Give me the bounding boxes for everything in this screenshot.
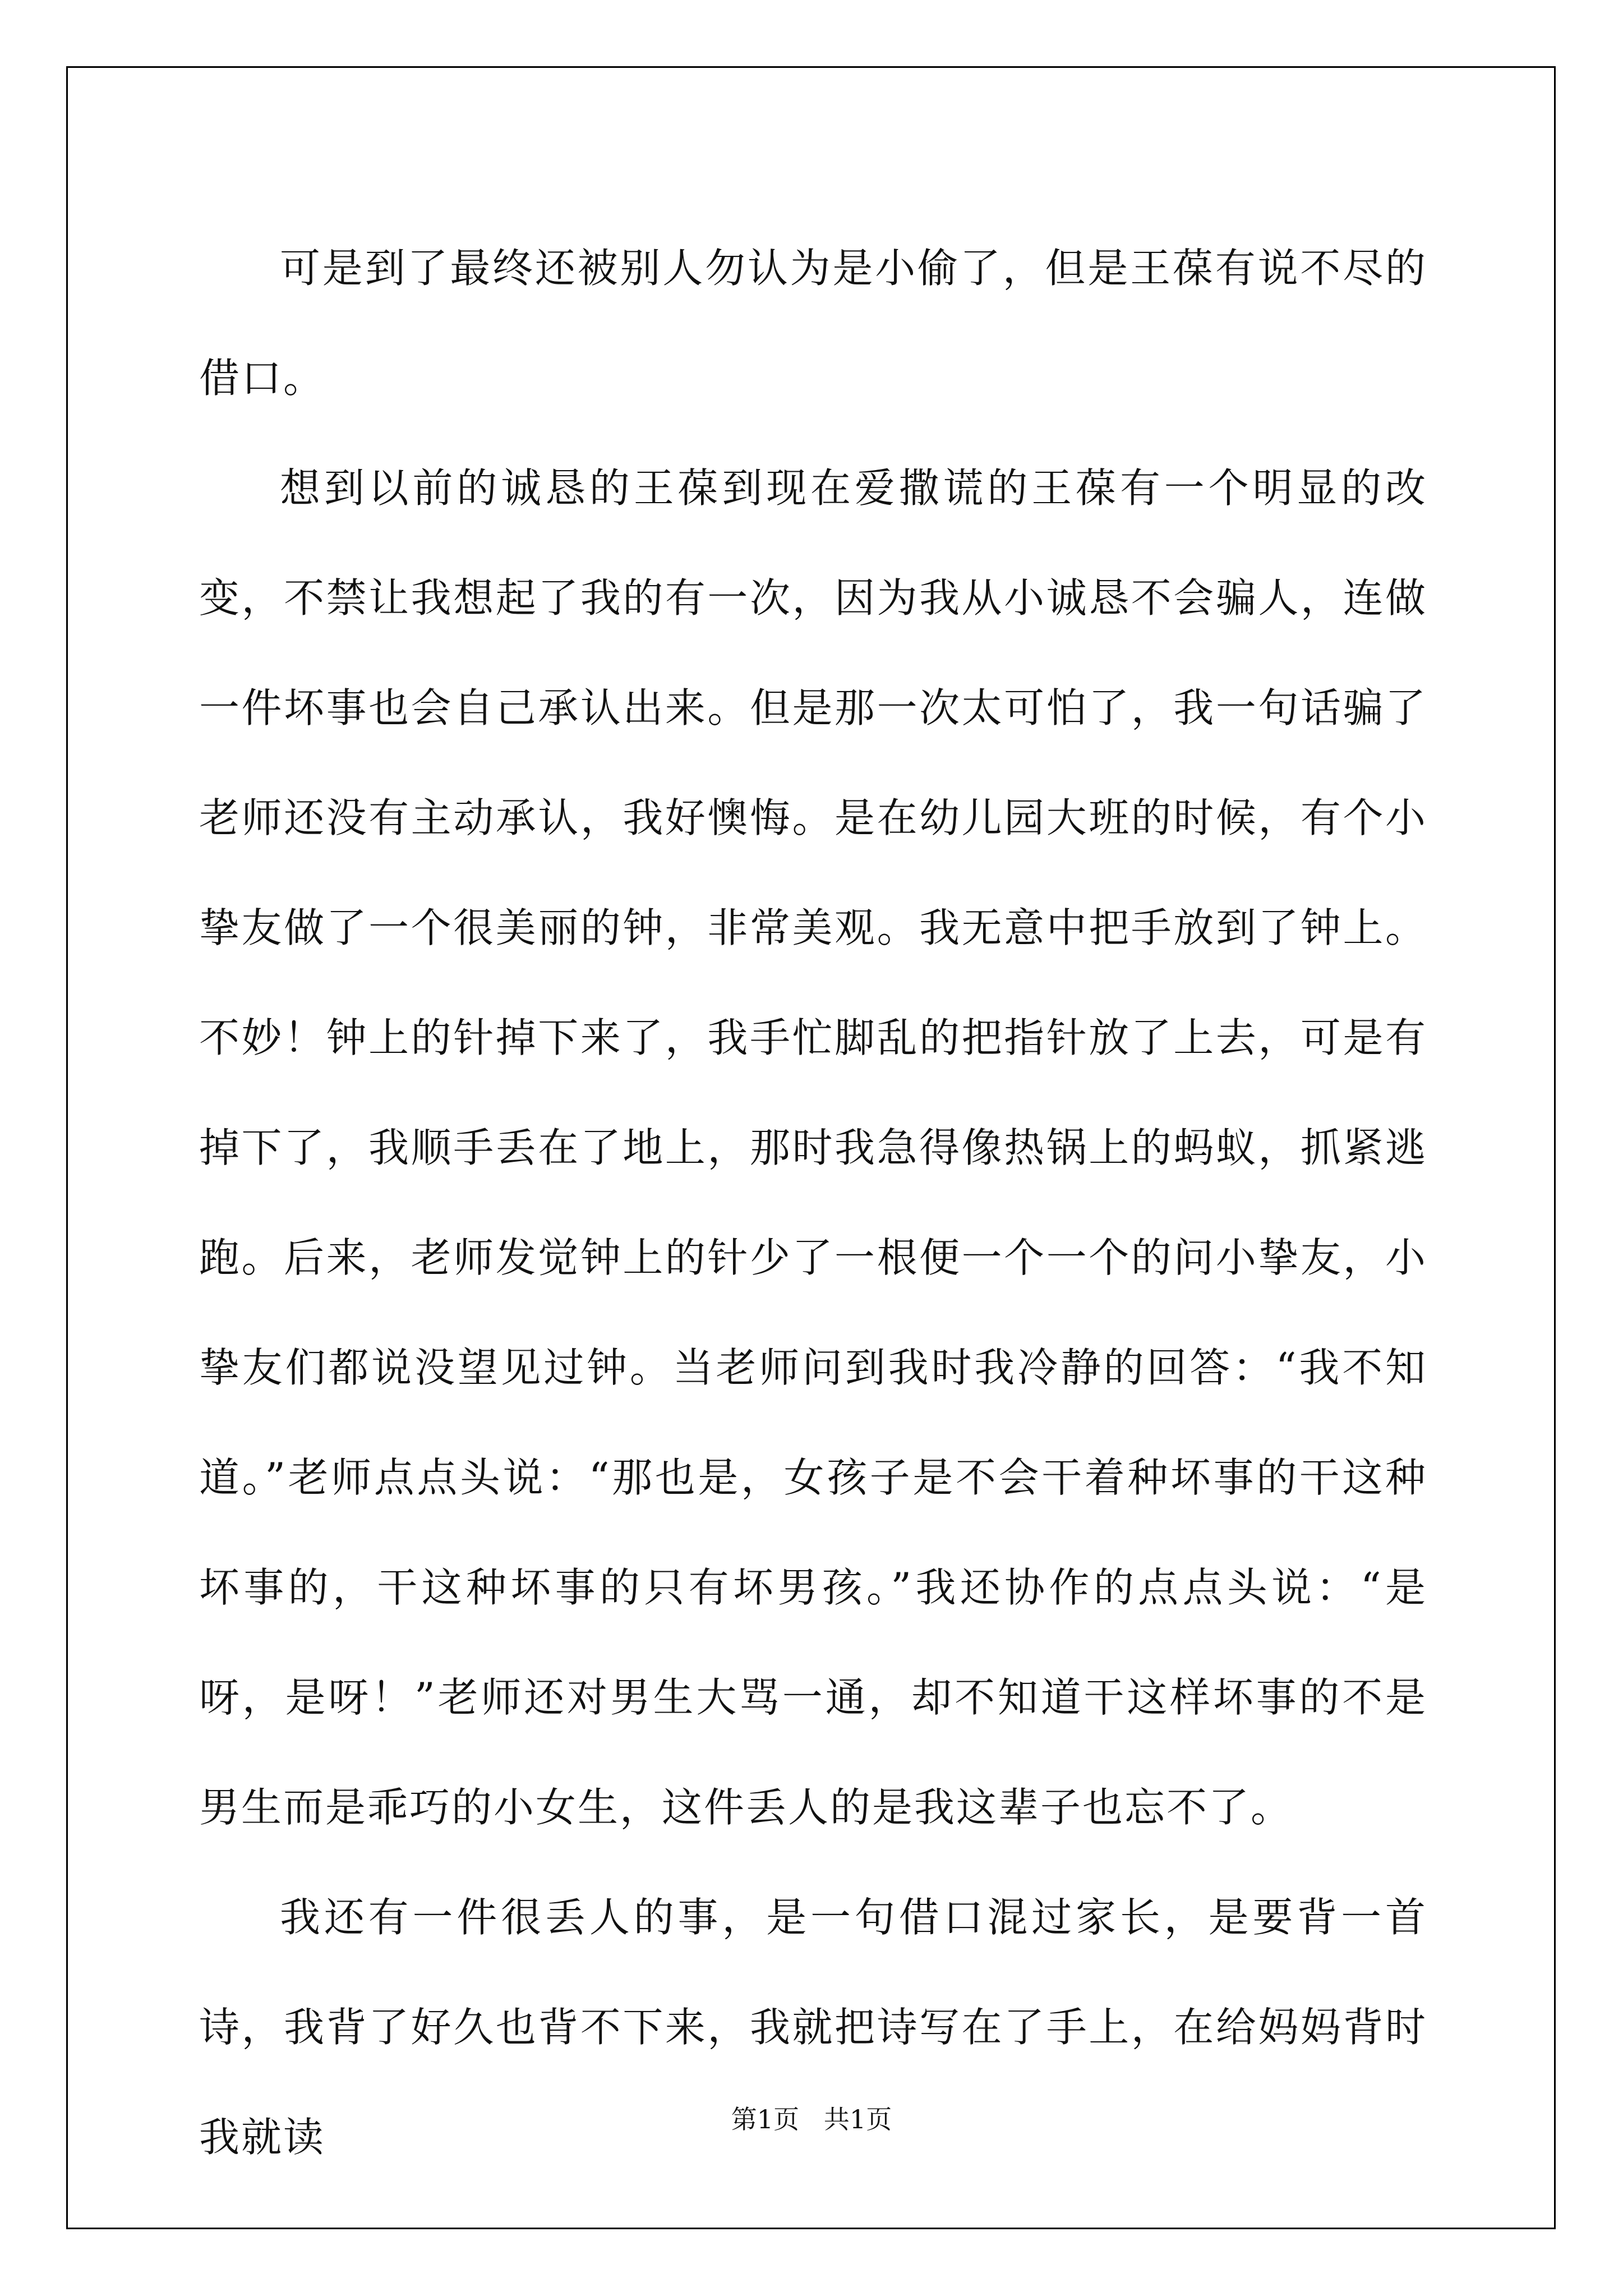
paragraph: 可是到了最终还被别人勿认为是小偷了，但是王葆有说不尽的借口。 — [199, 245, 1427, 402]
paragraph: 想到以前的诚恳的王葆到现在爱撒谎的王葆有一个明显的改变，不禁让我想起了我的有一次，因为我从小诚恳不会骗人，连做一件坏事也会自己承认出来。但是那一次太可怕了，我一句话骗了老师还没有主动承认，我好懊悔。是在幼儿园大班的时候，有个小挚友做了一个很美丽的钟，非常美观。我无意中把手放到了钟上。不妙！钟上的针掉下来了，我手忙脚乱的把指针放了上去，可是有掉下了，我顺手丢在了地上，那时我急得像热锅上的蚂蚁，抓紧逃跑。后来，老师发觉钟上的针少了一根便一个一个的问小挚友，小挚友们都说没望见过钟。当老师问到我时我冷静的回答：“我不知道。”老师点点头说：“那也是，女孩子是不会干着种坏事的干这种坏事的，干这种坏事的只有坏男孩。”我还协作的点点头说：“是呀，是呀！”老师还对男生大骂一通，却不知道干这样坏事的不是男生而是乖巧的小女生，这件丢人的是我这辈子也忘不了。 — [199, 464, 1427, 1831]
page-number-footer: 第1页 共1页 — [731, 2104, 892, 2134]
document-body — [199, 213, 1427, 2192]
paragraph: 我还有一件很丢人的事，是一句借口混过家长，是要背一首诗，我背了好久也背不下来，我就把诗写在了手上，在给妈妈背时我就读 — [199, 1894, 1427, 2161]
